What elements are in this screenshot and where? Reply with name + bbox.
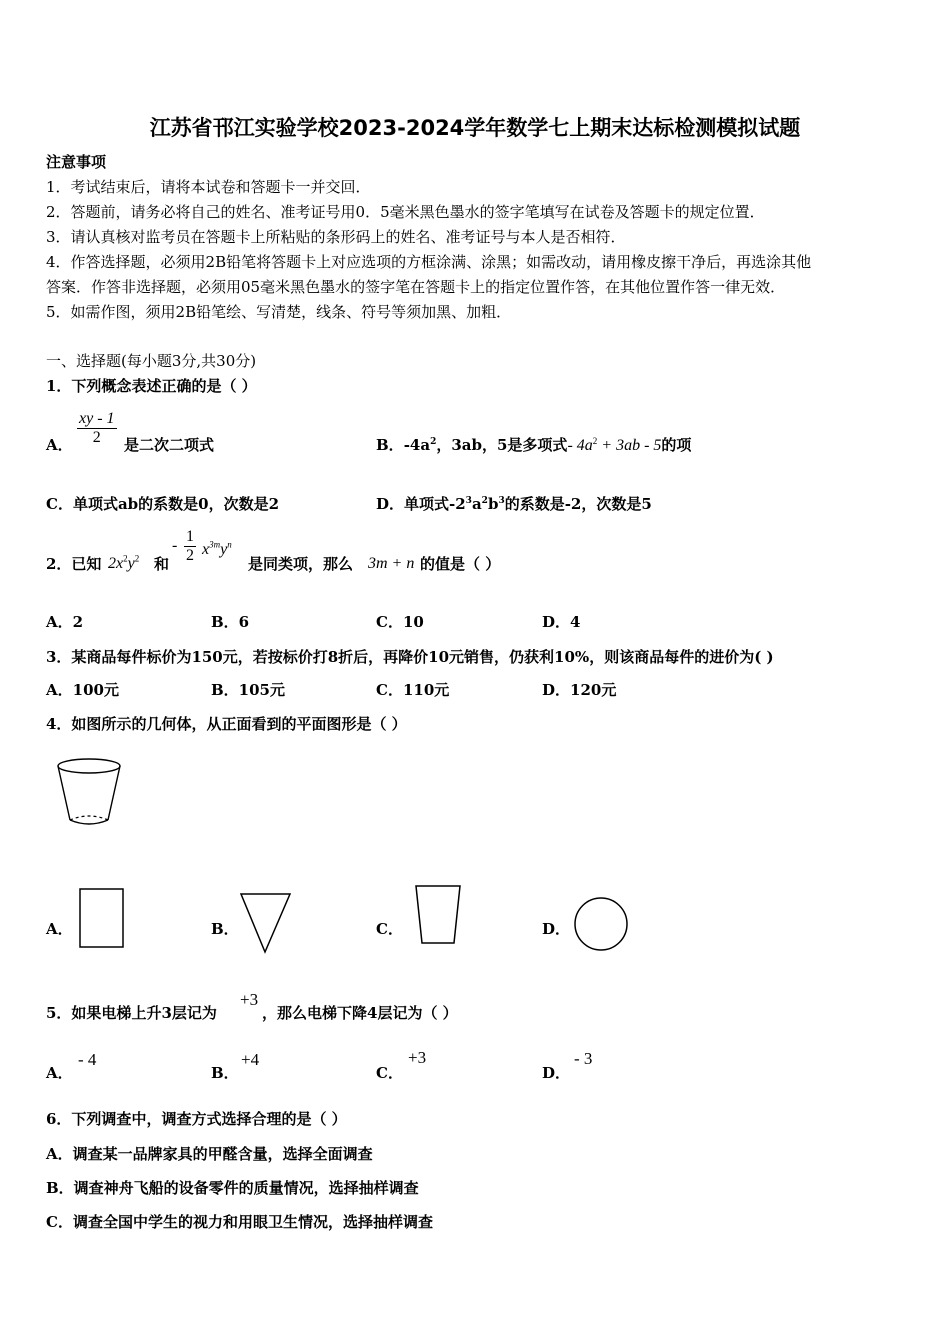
notice-heading: 注意事项 <box>46 153 107 171</box>
q2-expr1-b: y <box>127 555 135 572</box>
q1-d-sup1: 3 <box>465 496 472 506</box>
q1-b-label: B． <box>376 436 404 454</box>
q1-option-a-fraction <box>77 410 117 447</box>
q2-post: 的值是（ ） <box>420 555 501 573</box>
q1-d-sup2: 2 <box>481 496 488 506</box>
q2-option-c: C．10 <box>376 613 424 631</box>
q1-b-expr-a: - 4a <box>567 437 593 454</box>
q5-val: +3 <box>240 990 259 1009</box>
q3-option-b: B．105元 <box>211 681 285 699</box>
rectangle-shape <box>76 886 128 952</box>
q4-option-c-label: C． <box>376 920 403 938</box>
q1-b-mid: ，3ab，5是多项式 <box>436 436 568 454</box>
q2-expr1-sup1: 2 <box>123 553 128 564</box>
q5-option-a-label: A． <box>46 1064 73 1082</box>
q2-expr1-a: 2x <box>108 555 124 572</box>
q2-expr2-sup1: 3m <box>209 539 221 550</box>
q5-option-a-value: - 4 <box>78 1050 97 1069</box>
notice-item-1: 1．考试结束后，请将本试卷和答题卡一并交回． <box>46 178 371 196</box>
q1-b-expr-b: + 3ab - 5 <box>597 437 662 454</box>
q2-option-b: B．6 <box>211 613 250 631</box>
q2-fraction <box>184 528 196 565</box>
q1-d-mid1: a <box>471 495 482 513</box>
notice-item-4-cont: 答案．作答非选择题，必须用05毫米黑色墨水的签字笔在答题卡上的指定位置作答，在其他位置作答一律无效． <box>46 278 786 296</box>
q2-expr2 <box>202 539 232 559</box>
notice-item-2: 2．答题前，请务必将自己的姓名、准考证号用0．5毫米黑色墨水的签字笔填写在试卷及答题卡的规定位置． <box>46 203 765 221</box>
q1-fraction-numerator: xy - 1 <box>79 410 115 427</box>
q1-option-a-text: 是二次二项式 <box>124 436 215 454</box>
q1-d-mid2: b <box>487 495 499 513</box>
q6-option-c: C．调查全国中学生的视力和用眼卫生情况，选择抽样调查 <box>46 1213 433 1231</box>
q1-stem: 1．下列概念表述正确的是（ ） <box>46 377 257 395</box>
q5-pre: 5．如果电梯上升3层记为 <box>46 1004 217 1022</box>
q5-post: ，那么电梯下降4层记为（ ） <box>262 1004 458 1022</box>
q1-option-b <box>376 436 691 455</box>
page-title: 江苏省邗江实验学校2023-2024学年数学七上期末达标检测模拟试题 <box>149 116 801 140</box>
q2-expr1-sup2: 2 <box>134 553 140 564</box>
q5-option-b-label: B． <box>211 1064 239 1082</box>
q3-option-c: C．110元 <box>376 681 450 699</box>
inverted-triangle-shape <box>236 890 296 956</box>
q1-b-expr-sup: 2 <box>592 436 598 446</box>
q1-d-pre: D．单项式-2 <box>376 495 466 513</box>
q3-stem: 3．某商品每件标价为150元，若按标价打8折后，再降价10元销售，仍获利10%，则该商品每件的进价为( ) <box>46 648 774 666</box>
q1-b-sup: 2 <box>430 437 437 447</box>
q3-option-a: A．100元 <box>46 681 119 699</box>
q2-expr1 <box>108 553 139 573</box>
q5-option-c-value: +3 <box>408 1048 427 1067</box>
q5-option-d-label: D． <box>542 1064 571 1082</box>
notice-item-3: 3．请认真核对监考员在答题卡上所粘贴的条形码上的姓名、准考证号与本人是否相符． <box>46 228 626 246</box>
q5-option-c-label: C． <box>376 1064 403 1082</box>
circle-shape <box>570 896 634 952</box>
q5-option-d-value: - 3 <box>574 1049 593 1068</box>
q4-stem: 4．如图所示的几何体，从正面看到的平面图形是（ ） <box>46 715 407 733</box>
q3-option-d: D．120元 <box>542 681 617 699</box>
q1-b-post: 的项 <box>661 436 692 454</box>
q4-option-d-label: D． <box>542 920 571 938</box>
q2-mid: 是同类项，那么 <box>248 555 354 573</box>
q1-b-pre: -4a <box>403 436 431 454</box>
q2-expr3: 3m + n <box>368 555 415 572</box>
notice-item-4: 4．作答选择题，必须用2B铅笔将答题卡上对应选项的方框涂满、涂黑；如需改动，请用橡皮擦干净后，再选涂其他 <box>46 253 812 271</box>
q2-minus: - <box>172 537 178 554</box>
q2-option-d: D．4 <box>542 613 581 631</box>
q2-and: 和 <box>154 555 170 573</box>
q4-option-a-label: A． <box>46 920 73 938</box>
trapezoid-shape <box>410 882 466 948</box>
q1-d-sup3: 3 <box>498 496 505 506</box>
q1-fraction-denominator: 2 <box>92 429 101 446</box>
q2-fraction-denominator: 2 <box>186 547 194 564</box>
q2-expr2-a: x <box>202 541 210 558</box>
q2-pre: 2．已知 <box>46 555 102 573</box>
q1-option-a-label: A． <box>46 436 73 454</box>
q1-option-c: C．单项式ab的系数是0，次数是2 <box>46 495 280 513</box>
q6-stem: 6．下列调查中，调查方式选择合理的是（ ） <box>46 1110 347 1128</box>
q5-option-b-value: +4 <box>241 1050 260 1069</box>
q2-expr2-sup2: n <box>227 539 232 550</box>
q2-option-a: A．2 <box>46 613 84 631</box>
q6-option-a: A．调查某一品牌家具的甲醛含量，选择全面调查 <box>46 1145 373 1163</box>
q4-option-b-label: B． <box>211 920 239 938</box>
q1-option-d <box>376 495 652 513</box>
q2-fraction-numerator: 1 <box>186 528 194 545</box>
q1-d-post: 的系数是-2，次数是5 <box>504 495 652 513</box>
cup-solid-figure <box>52 754 128 832</box>
section-heading: 一、选择题(每小题3分,共30分) <box>46 352 257 370</box>
notice-item-5: 5．如需作图，须用2B铅笔绘、写清楚，线条、符号等须加黑、加粗． <box>46 303 512 321</box>
q2-expr2-b: y <box>220 541 228 558</box>
q6-option-b: B．调查神舟飞船的设备零件的质量情况，选择抽样调查 <box>46 1179 419 1197</box>
